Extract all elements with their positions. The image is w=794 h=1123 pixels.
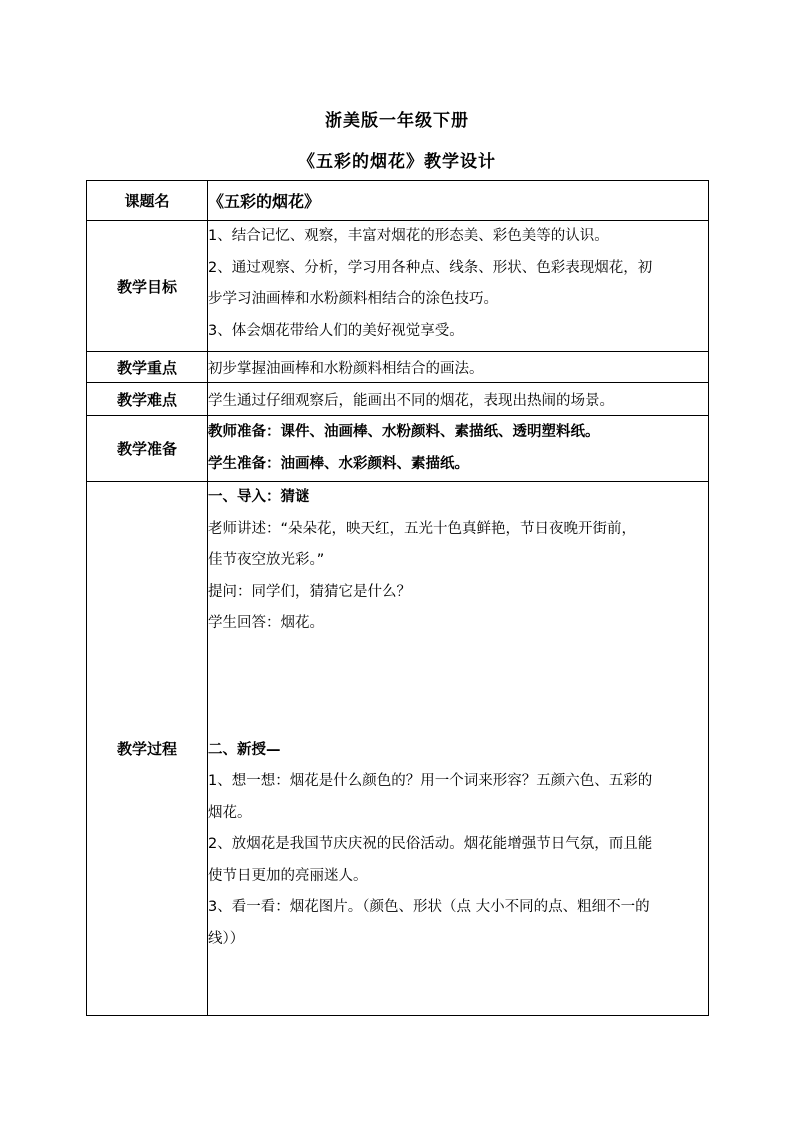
label-focus: 教学重点 — [87, 352, 208, 383]
value-topic — [208, 181, 709, 221]
process-line: 提问：同学们，猜猜它是什么？ — [208, 583, 411, 600]
process-line: 1、想一想：烟花是什么颜色的？用一个词来形容？五颜六色、五彩的 — [208, 773, 653, 789]
goal-line: 2、通过观察、分析，学习用各种点、线条、形状、色彩表现烟花，初 — [208, 259, 653, 276]
teacher-prep: 教师准备：课件、油画棒、水粉颜料、素描纸、透明塑料纸。 — [208, 424, 600, 440]
value-prep — [208, 416, 709, 482]
goal-line: 步学习油画棒和水粉颜料相结合的涂色技巧。 — [208, 291, 498, 307]
intro-heading: 一、导入：猜谜 — [208, 489, 310, 505]
process-line: 2、放烟花是我国节庆庆祝的民俗活动。烟花能增强节日气氛，而且能 — [208, 836, 653, 852]
row-goals — [87, 221, 709, 352]
document-title: 浙美版一年级下册 — [325, 111, 469, 131]
student-prep: 学生准备：油画棒、水彩颜料、素描纸。 — [208, 455, 469, 472]
document-subtitle: 《五彩的烟花》教学设计 — [298, 152, 496, 172]
process-line: 学生回答：烟花。 — [208, 615, 324, 631]
label-goals: 教学目标 — [87, 221, 208, 352]
process-line: 使节日更加的亮丽迷人。 — [208, 867, 368, 884]
focus-text: 初步掌握油画棒和水粉颜料相结合的画法。 — [208, 360, 484, 377]
label-difficulty: 教学难点 — [87, 383, 208, 416]
value-process — [208, 482, 709, 1016]
value-goals — [208, 221, 709, 352]
row-process — [87, 482, 709, 1016]
lesson-plan-table — [86, 180, 709, 1016]
process-line: 佳节夜空放光彩。” — [208, 552, 325, 568]
label-prep: 教学准备 — [87, 416, 208, 482]
process-line: 线）） — [208, 930, 245, 947]
value-difficulty — [208, 383, 709, 416]
goal-line: 3、体会烟花带给人们的美好视觉享受。 — [208, 322, 464, 339]
difficulty-text: 学生通过仔细观察后，能画出不同的烟花，表现出热闹的场景。 — [208, 392, 614, 409]
row-focus — [87, 352, 709, 383]
row-prep — [87, 416, 709, 482]
topic-text: 《五彩的烟花》 — [208, 192, 321, 211]
new-heading: 二、新授— — [208, 741, 281, 758]
row-difficulty — [87, 383, 709, 416]
blank-space — [208, 640, 708, 735]
value-focus — [208, 352, 709, 383]
label-topic: 课题名 — [87, 181, 208, 221]
process-line: 烟花。 — [208, 804, 252, 821]
row-topic — [87, 181, 709, 221]
process-line: 老师讲述：“朵朵花，映天红，五光十色真鲜艳，节日夜晚开街前， — [208, 520, 637, 537]
label-process: 教学过程 — [87, 482, 208, 1016]
goal-line: 1、结合记忆、观察，丰富对烟花的形态美、彩色美等的认识。 — [208, 228, 609, 244]
process-line: 3、看一看：烟花图片。（颜色、形状（点 大小不同的点、粗细不一的 — [208, 899, 650, 915]
